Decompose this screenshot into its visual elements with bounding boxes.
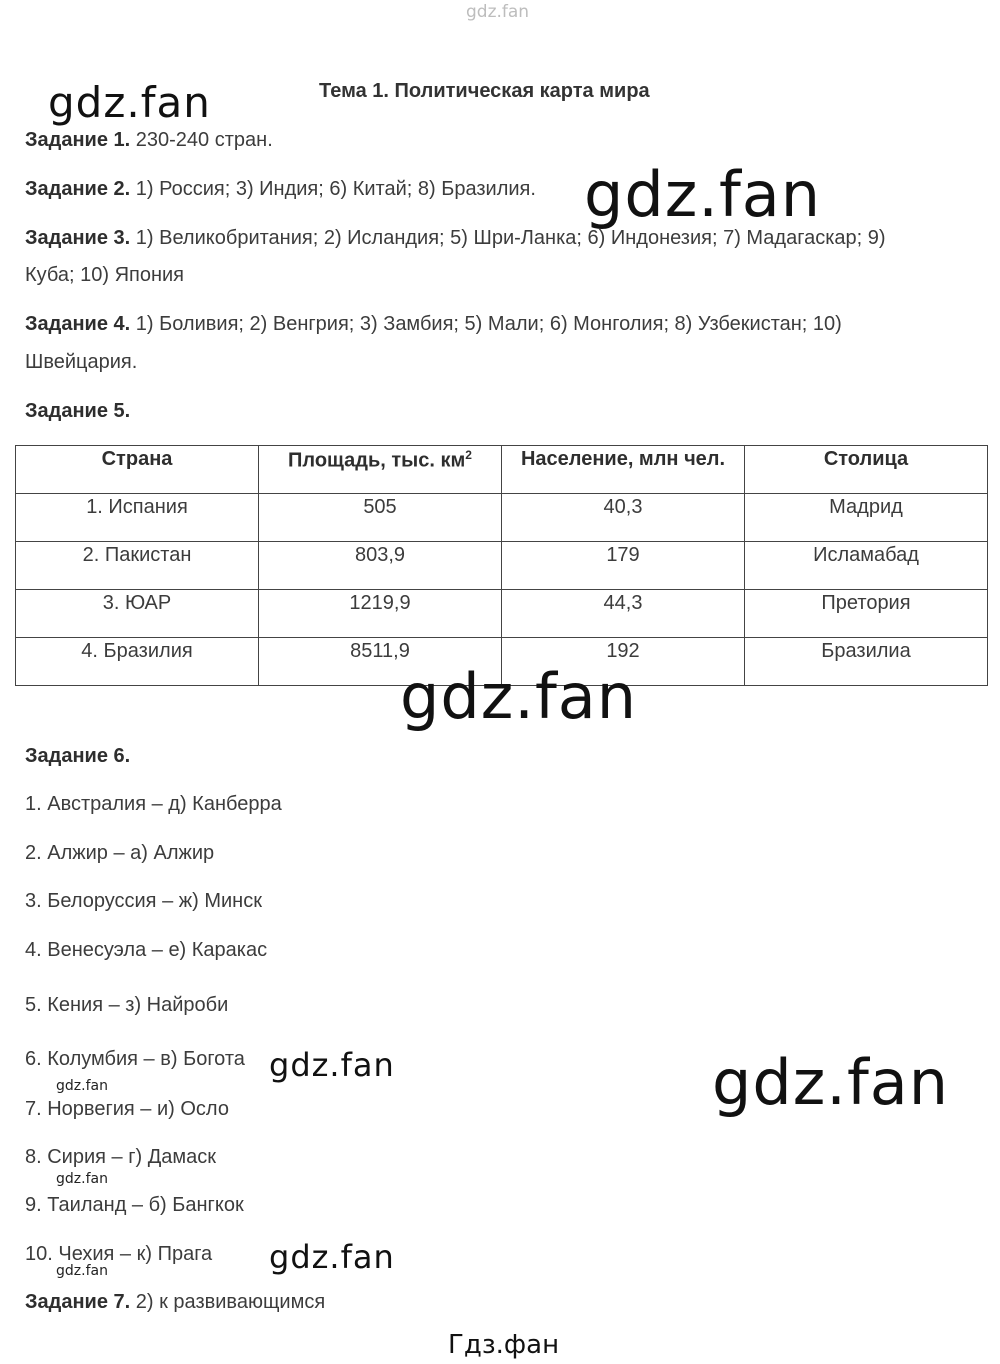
task-7-label: Задание 7. bbox=[25, 1291, 131, 1313]
table-row bbox=[16, 542, 988, 590]
task-4 bbox=[25, 312, 842, 336]
task-1 bbox=[25, 128, 273, 152]
table-cell: 192 bbox=[502, 638, 745, 686]
list-item: 8. Сирия – г) Дамаск bbox=[25, 1146, 217, 1168]
task-1-label: Задание 1. bbox=[25, 129, 131, 151]
table-header-row bbox=[16, 446, 988, 494]
countries-table bbox=[15, 445, 988, 686]
watermark: gdz.fan bbox=[400, 660, 638, 733]
table-cell: 179 bbox=[502, 542, 745, 590]
header-capital: Столица bbox=[745, 446, 988, 494]
list-item: 7. Норвегия – и) Осло bbox=[25, 1098, 229, 1120]
task-2-label: Задание 2. bbox=[25, 178, 131, 200]
task-4-line1: 1) Боливия; 2) Венгрия; 3) Замбия; 5) Мали; 6) Монголия; 8) Узбекистан; 10) bbox=[135, 313, 842, 335]
task-4-line2: Швейцария. bbox=[25, 351, 138, 373]
task-3 bbox=[25, 226, 886, 250]
table-cell: 2. Пакистан bbox=[16, 542, 259, 590]
table-cell: 1219,9 bbox=[259, 590, 502, 638]
list-item: 9. Таиланд – б) Бангкок bbox=[25, 1194, 244, 1216]
task-2-text: 1) Россия; 3) Индия; 6) Китай; 8) Бразилия. bbox=[135, 178, 536, 200]
task-6-label: Задание 6. bbox=[25, 745, 131, 767]
task-4-label: Задание 4. bbox=[25, 313, 131, 335]
table-cell: 803,9 bbox=[259, 542, 502, 590]
watermark-small: gdz.fan bbox=[56, 1263, 108, 1279]
table-cell: 1. Испания bbox=[16, 494, 259, 542]
watermark: gdz.fan bbox=[48, 78, 211, 127]
task-2 bbox=[25, 177, 536, 201]
list-item: 10. Чехия – к) Прага bbox=[25, 1243, 213, 1265]
list-item: 3. Белоруссия – ж) Минск bbox=[25, 890, 262, 912]
list-item: 6. Колумбия – в) Богота bbox=[25, 1048, 245, 1070]
list-item: 4. Венесуэла – е) Каракас bbox=[25, 939, 268, 961]
watermark: gdz.fan bbox=[269, 1046, 395, 1084]
task-5-label: Задание 5. bbox=[25, 400, 131, 422]
table-cell: 4. Бразилия bbox=[16, 638, 259, 686]
task-5 bbox=[25, 399, 130, 423]
watermark: gdz.fan bbox=[269, 1238, 395, 1276]
list-item: 1. Австралия – д) Канберра bbox=[25, 793, 282, 815]
table-cell: 8511,9 bbox=[259, 638, 502, 686]
table-cell: Исламабад bbox=[745, 542, 988, 590]
watermark-footer: Гдз.фан bbox=[448, 1330, 560, 1360]
page-title: Тема 1. Политическая карта мира bbox=[319, 80, 650, 102]
watermark: gdz.fan bbox=[712, 1046, 950, 1119]
task-3-label: Задание 3. bbox=[25, 227, 131, 249]
table-cell: Бразилиа bbox=[745, 638, 988, 686]
table-cell: Претория bbox=[745, 590, 988, 638]
table-cell: Мадрид bbox=[745, 494, 988, 542]
area-superscript: 2 bbox=[465, 448, 472, 462]
watermark-top: gdz.fan bbox=[466, 2, 530, 22]
task-3-line2: Куба; 10) Япония bbox=[25, 264, 185, 286]
table-cell: 3. ЮАР bbox=[16, 590, 259, 638]
list-item: 5. Кения – з) Найроби bbox=[25, 994, 229, 1016]
table-row bbox=[16, 494, 988, 542]
table-row bbox=[16, 590, 988, 638]
task-3-line1: 1) Великобритания; 2) Исландия; 5) Шри-Ланка; 6) Индонезия; 7) Мадагаскар; 9) bbox=[135, 227, 886, 249]
task-1-text: 230-240 стран. bbox=[135, 129, 273, 151]
watermark-small: gdz.fan bbox=[56, 1078, 108, 1094]
task-6 bbox=[25, 744, 130, 768]
list-item: 2. Алжир – а) Алжир bbox=[25, 842, 215, 864]
table-cell: 40,3 bbox=[502, 494, 745, 542]
watermark: gdz.fan bbox=[584, 158, 822, 231]
header-area: Площадь, тыс. $км^2$ bbox=[259, 446, 502, 494]
table-cell: 505 bbox=[259, 494, 502, 542]
header-population: Население, млн чел. bbox=[502, 446, 745, 494]
watermark-small: gdz.fan bbox=[56, 1171, 108, 1187]
task-7 bbox=[25, 1290, 325, 1314]
table-cell: 44,3 bbox=[502, 590, 745, 638]
task-7-text: 2) к развивающимся bbox=[135, 1291, 326, 1313]
header-country: Страна bbox=[16, 446, 259, 494]
